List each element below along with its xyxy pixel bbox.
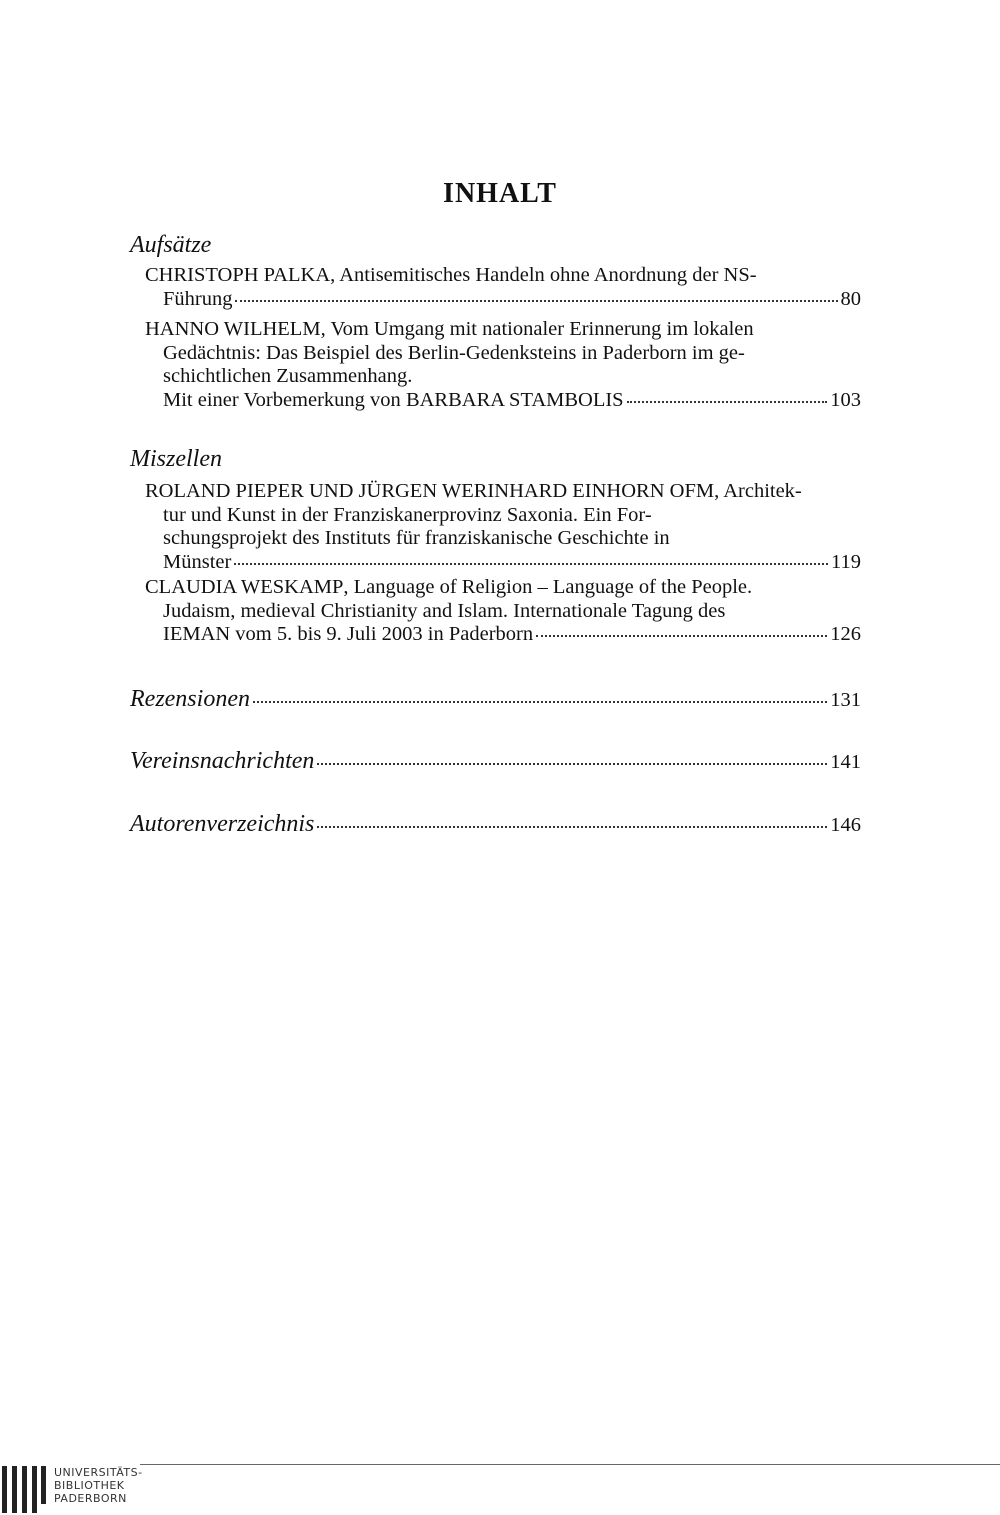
page-number: 119 bbox=[831, 550, 861, 573]
section-heading-rezensionen: Rezensionen bbox=[130, 686, 250, 712]
page-number: 80 bbox=[840, 287, 861, 310]
page-number: 103 bbox=[830, 388, 861, 411]
entry-title-line: schungsprojekt des Instituts für franziskanische Geschichte in bbox=[163, 527, 670, 549]
leader-dots bbox=[317, 762, 827, 765]
entry-title-line: tur und Kunst in der Franziskanerprovinz Saxonia. Ein For- bbox=[163, 503, 652, 526]
logo-line: BIBLIOTHEK bbox=[54, 1479, 125, 1492]
leader-dots bbox=[234, 562, 828, 565]
section-heading-vereinsnachrichten: Vereinsnachrichten bbox=[130, 748, 315, 774]
entry-title-line: IEMAN vom 5. bis 9. Juli 2003 in Paderborn bbox=[163, 623, 534, 645]
leader-dots bbox=[253, 700, 827, 703]
page-number: 126 bbox=[830, 623, 861, 645]
toc-entry-palka[interactable]: CHRISTOPH PALKA, Antisemitisches Handeln ohne Anordnung der NS- Führung 80 bbox=[145, 264, 861, 310]
entry-title-line: Münster bbox=[163, 550, 232, 573]
toc-entry-weskamp[interactable]: CLAUDIA WESKAMP, Language of Religion – Language of the People. Judaism, medieval Christianity and Islam. Internationale Tagung des IEMAN vom 5. bis 9. Juli 2003 in Paderborn 126 bbox=[145, 576, 861, 645]
entry-author: ROLAND PIEPER UND JÜRGEN WERINHARD EINHORN bbox=[145, 480, 665, 502]
entry-title-line: Judaism, medieval Christianity and Islam. Internationale Tagung des bbox=[163, 599, 726, 622]
toc-entry-rezensionen[interactable] bbox=[130, 686, 861, 713]
page-number: 146 bbox=[830, 814, 861, 836]
entry-title-line: Führung bbox=[163, 287, 233, 310]
entry-title-line: Mit einer Vorbemerkung von bbox=[163, 388, 401, 411]
page-title: INHALT bbox=[443, 178, 557, 209]
leader-dots bbox=[235, 299, 837, 302]
entry-title-line: OFM, Architek- bbox=[669, 480, 802, 502]
section-heading-aufsaetze: Aufsätze bbox=[130, 232, 212, 258]
entry-title-line: Antisemitisches Handeln ohne Anordnung der NS- bbox=[339, 264, 757, 286]
entry-coauthor: BARBARA STAMBOLIS bbox=[405, 388, 624, 411]
leader-dots bbox=[627, 400, 828, 403]
logo-line: UNIVERSITÄTS- bbox=[54, 1466, 143, 1479]
toc-entry-pieper-einhorn[interactable] bbox=[145, 480, 861, 574]
entry-author: CLAUDIA WESKAMP bbox=[145, 576, 344, 598]
entry-author: CHRISTOPH PALKA bbox=[145, 264, 331, 286]
leader-dots bbox=[317, 825, 827, 828]
entry-title-line: Language of Religion – Language of the People. bbox=[353, 576, 753, 598]
page-number: 141 bbox=[830, 751, 861, 773]
entry-title-line: Vom Umgang mit nationaler Erinnerung im lokalen bbox=[330, 318, 754, 340]
entry-author: HANNO WILHELM bbox=[145, 318, 321, 340]
logo-line: PADERBORN bbox=[54, 1492, 127, 1505]
section-heading-autorenverzeichnis: Autorenverzeichnis bbox=[130, 811, 315, 837]
toc-entry-wilhelm[interactable]: HANNO WILHELM, Vom Umgang mit nationaler Erinnerung im lokalen Gedächtnis: Das Beispiel des Berlin-Gedenksteins in Paderborn im ge- schichtlichen Zusammenhang. Mit einer Vorbemerkung von BARBARA STAMBOLIS 103 bbox=[145, 318, 861, 411]
footer-rule bbox=[140, 1464, 1000, 1465]
toc-entry-vereinsnachrichten[interactable] bbox=[130, 748, 861, 775]
leader-dots bbox=[536, 634, 827, 637]
page-number: 131 bbox=[830, 689, 861, 711]
toc-entry-autorenverzeichnis[interactable] bbox=[130, 811, 861, 838]
section-heading-miszellen: Miszellen bbox=[130, 446, 222, 472]
entry-title-line: schichtlichen Zusammenhang. bbox=[163, 365, 413, 387]
entry-title-line: Gedächtnis: Das Beispiel des Berlin-Gedenksteins in Paderborn im ge- bbox=[163, 341, 745, 364]
library-logo-text bbox=[54, 1466, 143, 1505]
